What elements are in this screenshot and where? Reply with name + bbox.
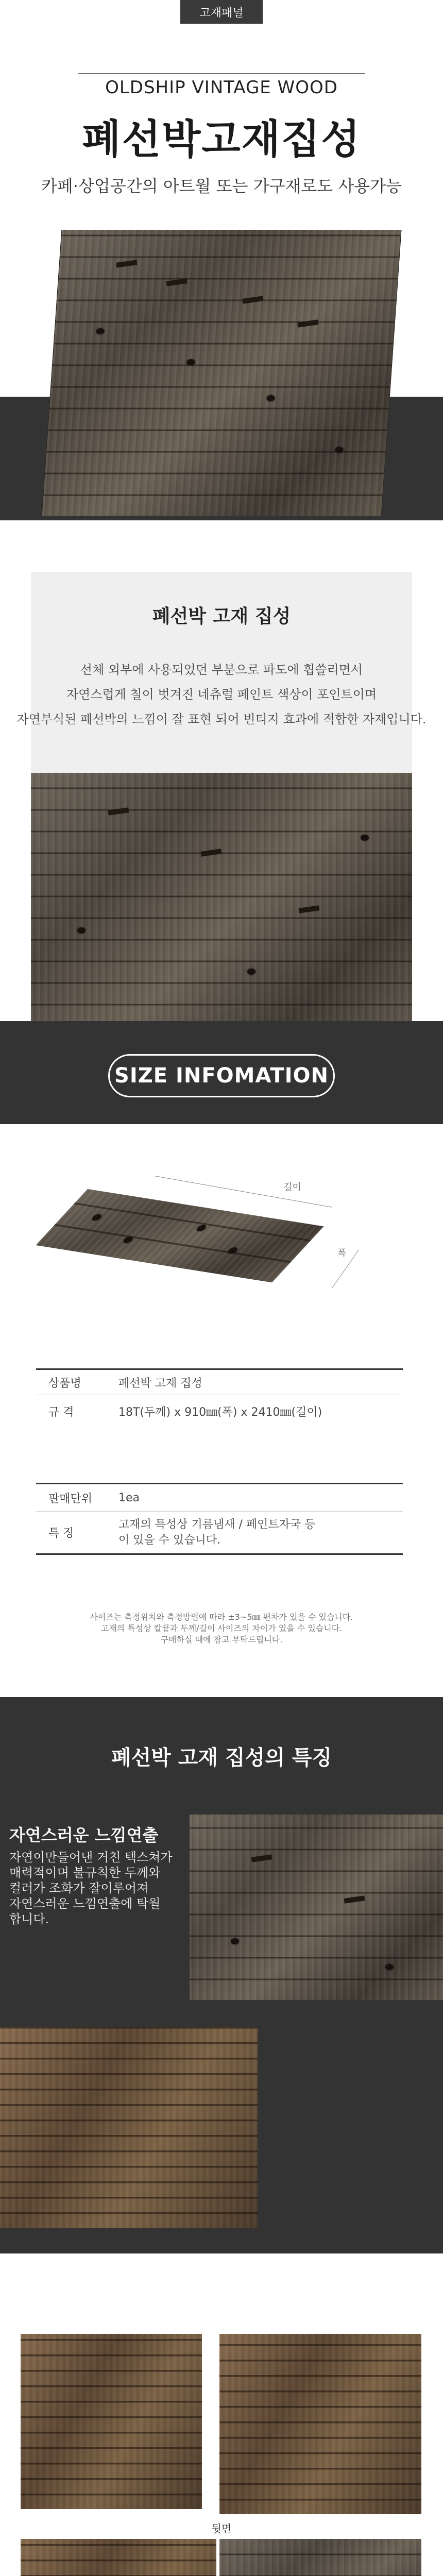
spec-value: 고재의 특성상 기름냄새 / 페인트자국 등이 있을 수 있습니다. xyxy=(118,1518,316,1547)
features-text-5: 합니다. xyxy=(9,1912,49,1926)
spec-table xyxy=(36,1368,403,1555)
size-information-heading: SIZE INFOMATION xyxy=(108,1054,335,1097)
gallery-caption-back: 뒷면 xyxy=(211,2522,232,2535)
length-label: 길이 xyxy=(283,1182,301,1193)
spec-value: 18T(두께) x 910㎜(폭) x 2410㎜(길이) xyxy=(118,1406,322,1419)
intro-line-2: 자연스럽게 칠이 벗겨진 네츄럴 페인트 색상이 포인트이며 xyxy=(66,687,377,702)
header-subtitle-en: OLDSHIP VINTAGE WOOD xyxy=(105,77,338,98)
spec-key: 상품명 xyxy=(48,1377,81,1390)
features-subtitle: 자연스러운 느낌연출 xyxy=(9,1825,159,1845)
spec-key: 규 격 xyxy=(48,1406,74,1419)
spec-value: 폐선박 고재 집성 xyxy=(118,1377,202,1390)
features-wood-stack-image xyxy=(0,2027,258,2228)
spec-key: 판매단위 xyxy=(48,1492,93,1505)
board-dimension-diagram xyxy=(57,1168,386,1302)
intro-title: 폐선박 고재 집성 xyxy=(152,606,291,627)
intro-wood-image xyxy=(31,773,412,1025)
spec-value: 1ea xyxy=(118,1491,140,1504)
gallery-image-2 xyxy=(219,2334,421,2514)
spec-key: 특 징 xyxy=(48,1527,74,1540)
width-label: 폭 xyxy=(337,1248,347,1259)
hero-wood-image xyxy=(42,230,402,516)
spec-note-1: 사이즈는 측정위치와 측정방법에 따라 ±3~5㎜ 편차가 있을 수 있습니다. xyxy=(90,1612,353,1622)
length-dimension-line xyxy=(155,1176,332,1208)
spec-row-feature xyxy=(36,1512,403,1555)
category-tag: 고재패널 xyxy=(180,0,263,24)
features-text-1: 자연이만들어낸 거친 텍스쳐가 xyxy=(9,1850,173,1865)
gallery-image-3 xyxy=(21,2539,216,2576)
spec-row-name xyxy=(36,1368,403,1395)
features-title: 폐선박 고재 집성의 특징 xyxy=(111,1746,332,1770)
intro-line-1: 선체 외부에 사용되었던 부분으로 파도에 휩쓸리면서 xyxy=(80,663,363,677)
features-text-3: 컬러가 조화가 잘이루어져 xyxy=(9,1881,149,1895)
board-image xyxy=(36,1189,324,1282)
features-text-2: 매력적이며 불규칙한 두께와 xyxy=(9,1866,161,1880)
spec-note-3: 구매하실 때에 참고 부탁드립니다. xyxy=(160,1635,283,1645)
spec-row-unit xyxy=(36,1483,403,1512)
gallery-image-1 xyxy=(21,2334,202,2509)
intro-line-3: 자연부식된 폐선박의 느낌이 잘 표현 되어 빈티지 효과에 적합한 자재입니다. xyxy=(16,712,427,726)
spec-row-size xyxy=(36,1395,403,1483)
header-divider xyxy=(78,73,365,74)
header-description: 카페·상업공간의 아트월 또는 가구재로도 사용가능 xyxy=(41,176,402,196)
gallery-image-4 xyxy=(219,2539,421,2576)
spec-note-2: 고재의 특성상 칼끝과 두께/길이 사이즈의 차이가 있을 수 있습니다. xyxy=(100,1623,343,1633)
page-title: 폐선박고재집성 xyxy=(82,116,361,163)
features-text-4: 자연스러운 느낌연출에 탁월 xyxy=(9,1896,161,1911)
features-wood-image-1 xyxy=(190,1815,443,2000)
